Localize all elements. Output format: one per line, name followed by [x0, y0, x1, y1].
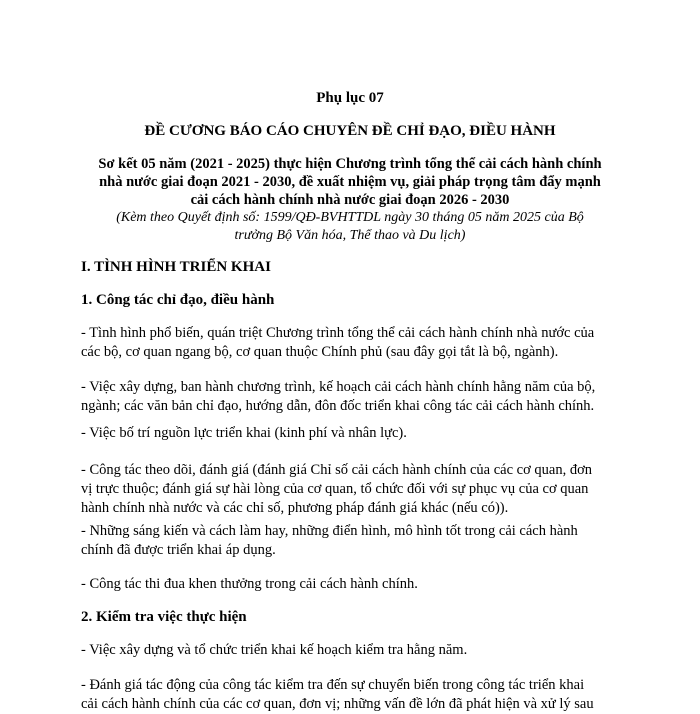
document-subtitle — [70, 155, 630, 209]
paragraph — [81, 522, 621, 560]
paragraph-line: các bộ, cơ quan ngang bộ, cơ quan thuộc Chính phủ (sau đây gọi tắt là bộ, ngành). — [81, 344, 559, 360]
subsection-heading: 1. Công tác chỉ đạo, điều hành — [81, 292, 275, 308]
appendix-title: Phụ lục 07 — [316, 90, 384, 106]
section-heading: I. TÌNH HÌNH TRIỂN KHAI — [81, 259, 271, 275]
note-line: (Kèm theo Quyết định số: 1599/QĐ-BVHTTDL ngày 30 tháng 05 năm 2025 của Bộ — [116, 210, 584, 225]
paragraph — [81, 461, 621, 518]
subtitle-line: cải cách hành chính nhà nước giai đoạn 2026 - 2030 — [190, 192, 510, 208]
paragraph-line: chính đã được triển khai áp dụng. — [81, 542, 276, 558]
paragraph-line: cải cách hành chính của các cơ quan, đơn vị; những vấn đề lớn đã phát hiện và xử lý sau — [81, 696, 594, 712]
paragraph-line: - Tình hình phổ biến, quán triệt Chương trình tổng thể cải cách hành chính nhà nước của — [81, 325, 595, 341]
paragraph-line: - Đánh giá tác động của công tác kiểm tra đến sự chuyển biến trong công tác triển khai — [81, 677, 585, 693]
decision-reference-note — [70, 209, 630, 245]
paragraph — [81, 324, 621, 362]
paragraph-line: - Việc bố trí nguồn lực triển khai (kinh phí và nhân lực). — [81, 425, 407, 441]
document-title: ĐỀ CƯƠNG BÁO CÁO CHUYÊN ĐỀ CHỈ ĐẠO, ĐIỀU HÀNH — [144, 123, 556, 139]
paragraph-line: hành chính nhà nước và các chỉ số, phương pháp đánh giá khác (nếu có)). — [81, 500, 509, 516]
paragraph-line: - Công tác thi đua khen thưởng trong cải cách hành chính. — [81, 576, 418, 592]
paragraph-line: ngành; các văn bản chỉ đạo, hướng dẫn, đôn đốc triển khai công tác cải cách hành chính. — [81, 398, 595, 414]
paragraph-line: - Việc xây dựng và tổ chức triển khai kế hoạch kiểm tra hằng năm. — [81, 642, 468, 658]
paragraph-line: - Những sáng kiến và cách làm hay, những điển hình, mô hình tốt trong cải cách hành — [81, 523, 578, 539]
subtitle-line: nhà nước giai đoạn 2021 - 2030, đề xuất nhiệm vụ, giải pháp trọng tâm đẩy mạnh — [99, 174, 601, 190]
paragraph-line: - Việc xây dựng, ban hành chương trình, kế hoạch cải cách hành chính hằng năm của bộ, — [81, 379, 596, 395]
paragraph-line: - Công tác theo dõi, đánh giá (đánh giá Chỉ số cải cách hành chính của các cơ quan, đơn — [81, 462, 592, 478]
paragraph-line: vị trực thuộc; đánh giá sự hài lòng của cơ quan, tổ chức đối với sự phục vụ của cơ quan — [81, 481, 589, 497]
paragraph — [81, 641, 621, 660]
subsection-heading: 2. Kiểm tra việc thực hiện — [81, 609, 247, 625]
paragraph — [81, 424, 621, 443]
paragraph — [81, 575, 621, 594]
paragraph — [81, 378, 621, 416]
paragraph — [81, 676, 621, 714]
subtitle-line: Sơ kết 05 năm (2021 - 2025) thực hiện Chương trình tổng thể cải cách hành chính — [98, 156, 602, 172]
note-line: trưởng Bộ Văn hóa, Thể thao và Du lịch) — [234, 228, 466, 243]
